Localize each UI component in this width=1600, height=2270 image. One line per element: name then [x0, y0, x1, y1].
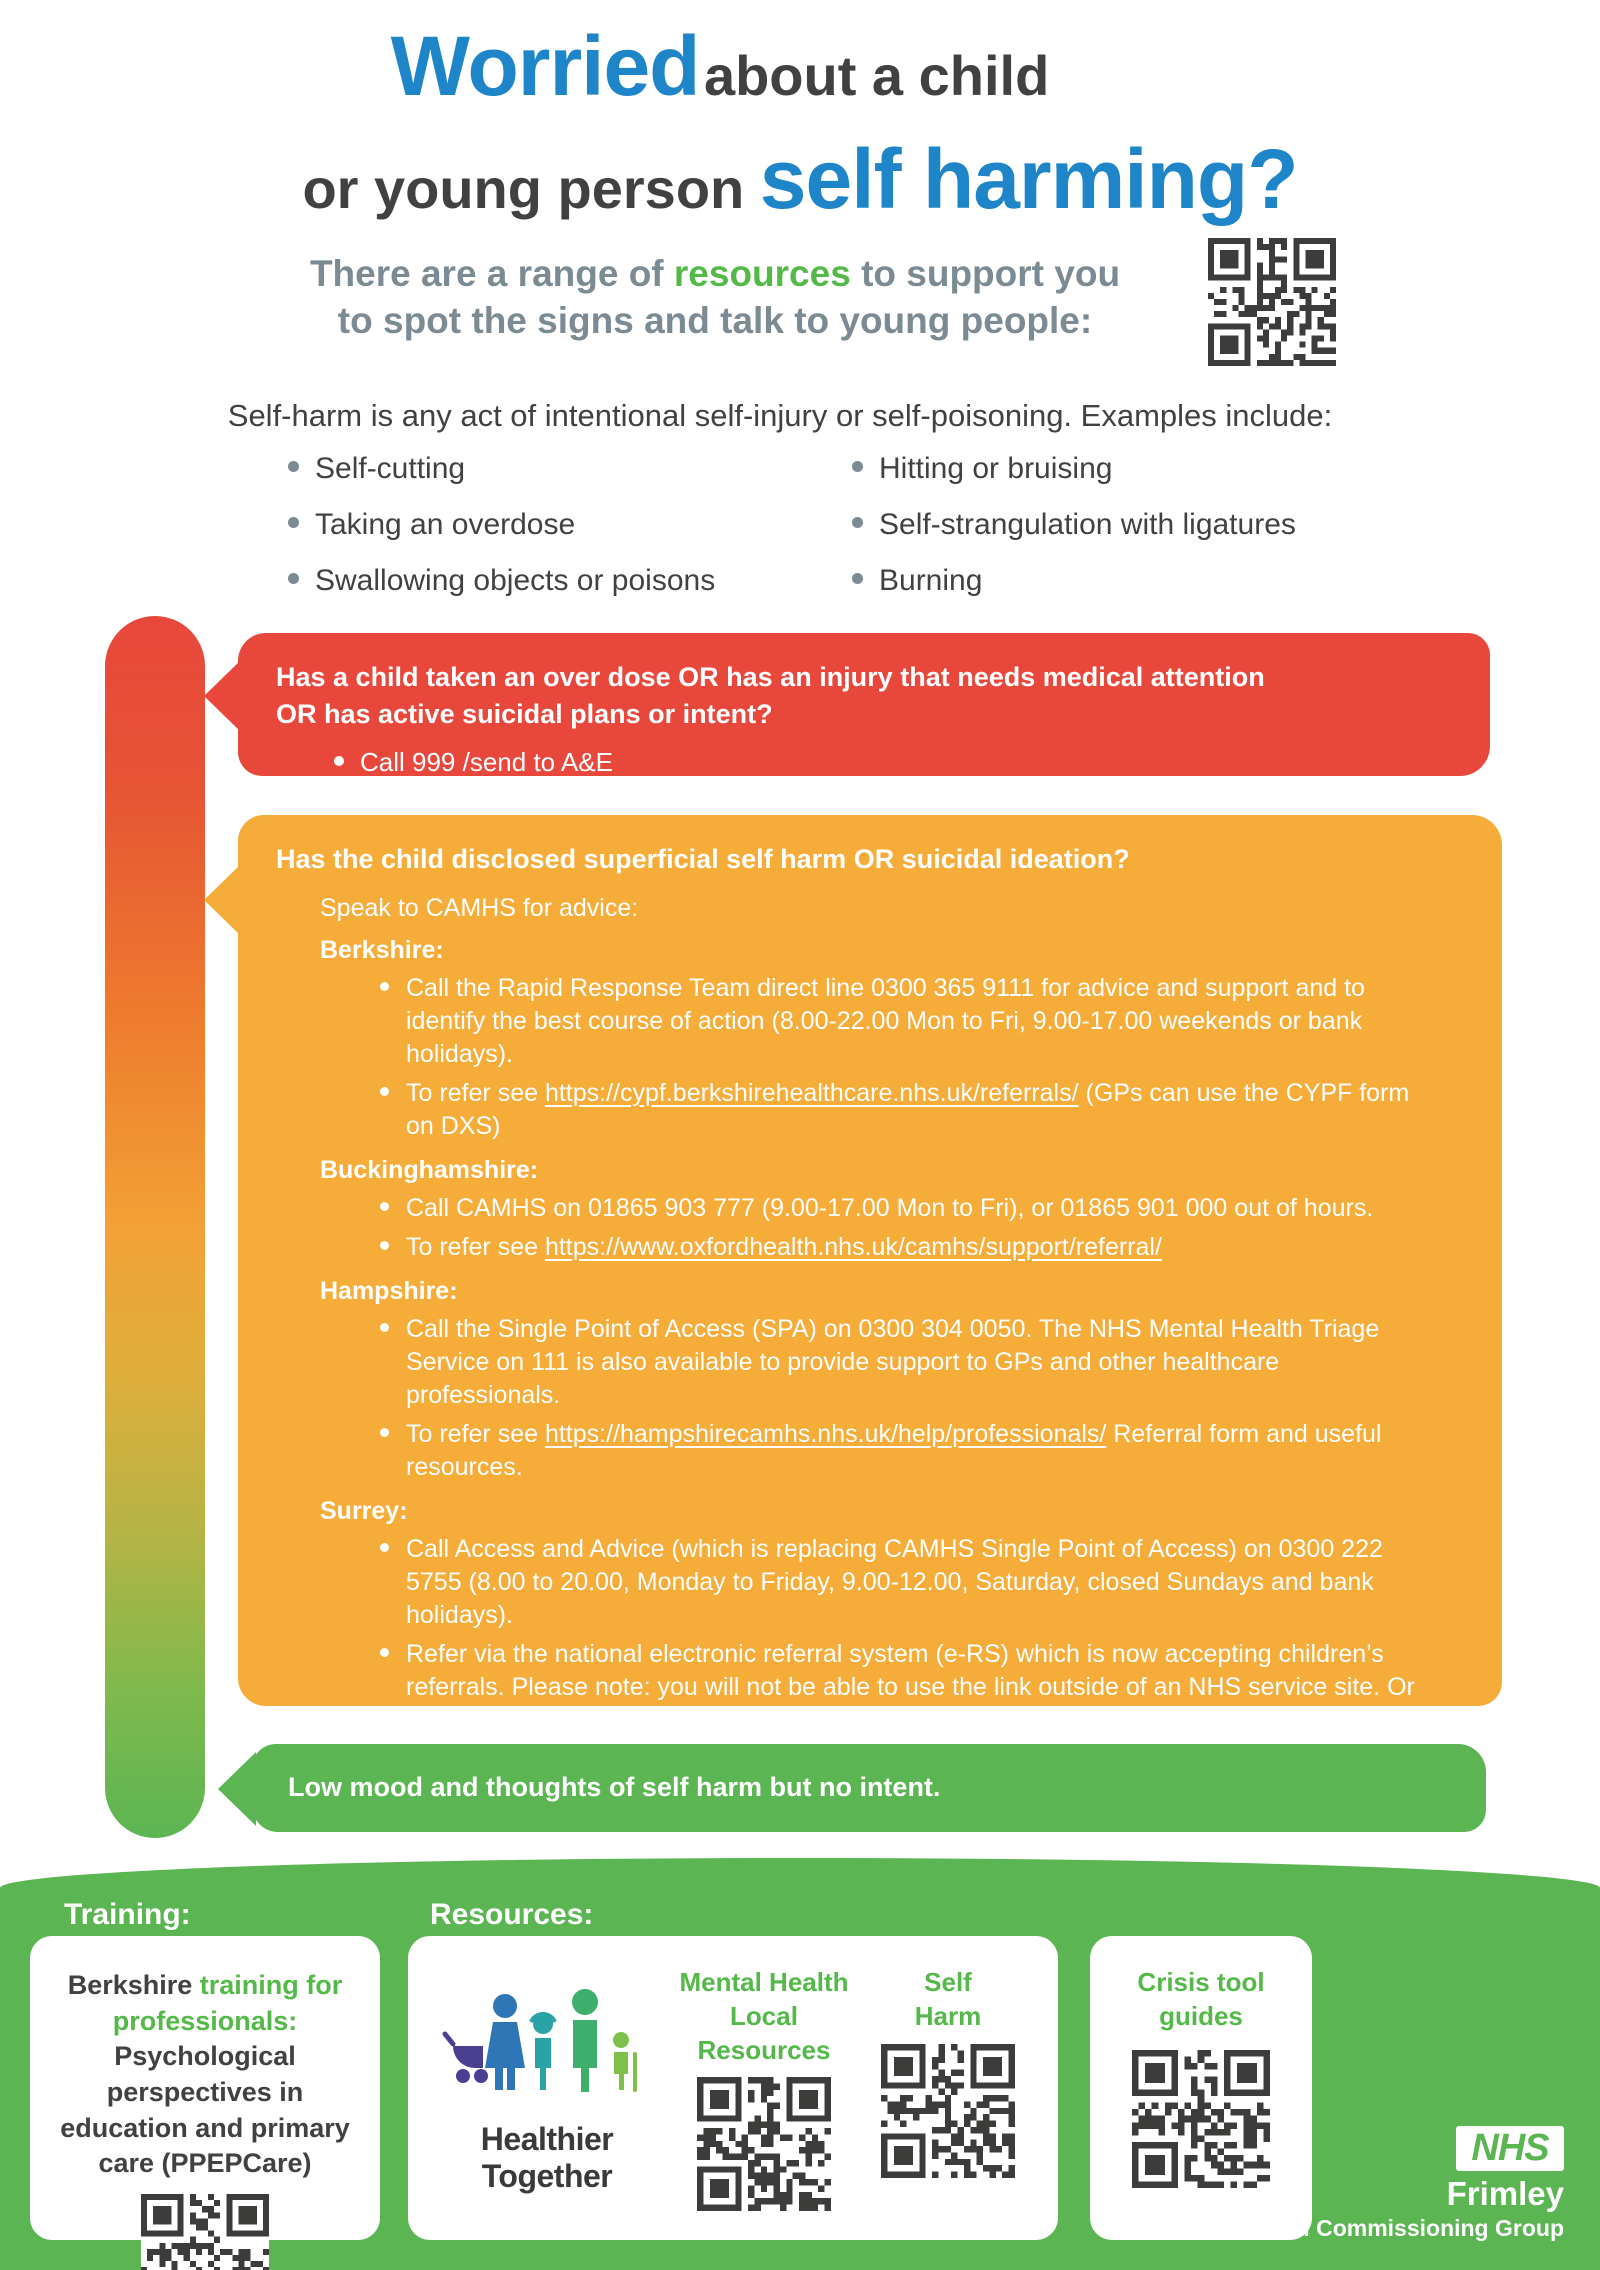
examples-list-right — [852, 452, 1296, 620]
bullet-dot — [288, 573, 299, 584]
qr-code-mental-health — [697, 2077, 831, 2211]
training-label: Training: — [64, 1898, 191, 1931]
qr-code-training — [141, 2194, 269, 2270]
label-line: Mental Health — [679, 1967, 849, 1997]
text-segment: using Google Chrome. — [778, 1706, 1036, 1734]
green-text-segment: training for professionals: — [112, 1970, 343, 2036]
text-segment: Call CAMHS on 01865 903 777 (9.00-17.00 Mon to Fri), or 01865 901 000 out of hours. — [406, 1194, 1374, 1222]
county-bullet — [380, 1638, 1450, 1737]
referral-link[interactable]: https://hampshirecamhs.nhs.uk/help/professionals/ — [544, 1420, 1107, 1448]
green-lowrisk-box — [252, 1744, 1486, 1832]
county-bullet — [380, 972, 1450, 1071]
bullet-dot — [380, 1428, 389, 1437]
county-bullet-text — [406, 972, 1436, 1071]
nhs-branding — [1228, 2126, 1564, 2242]
bullet-dot — [852, 573, 863, 584]
intro-text: Self-harm is any act of intentional self-injury or self-poisoning. Examples include: — [227, 398, 1333, 433]
example-item-label: Self-cutting — [315, 452, 466, 485]
example-item — [288, 564, 715, 598]
example-item — [852, 564, 1296, 598]
text-segment: (GPs can use the CYPF form on DXS) — [406, 1079, 1410, 1140]
county-bullet-list — [380, 1313, 1464, 1484]
red-box-tail — [204, 659, 242, 733]
amber-box-tail — [204, 863, 242, 937]
text-segment: Call Access and Advice (which is replacing CAMHS Single Point of Access) on 0300 222 5755 (8.00 to 20.00, Monday to Friday, 9.00-12.00, Saturday, closed Sundays and bank holidays). — [406, 1535, 1383, 1629]
red-box-heading-line1: Has a child taken an over dose OR has an injury that needs medical attention — [276, 662, 1265, 692]
text-segment: Psychological perspectives in education and primary care (PPEPCare) — [60, 2041, 350, 2179]
qr-code-resources-top — [1208, 238, 1336, 366]
healthier-together-block — [422, 1954, 672, 2240]
text-segment: To refer see — [406, 1420, 545, 1448]
amber-county-sections — [276, 936, 1464, 1737]
title-word-worried: Worried — [390, 19, 700, 113]
text-segment: To refer see — [406, 1233, 545, 1261]
bullet-dot — [288, 461, 299, 472]
nhs-region: Frimley — [1446, 2175, 1564, 2212]
bullet-dot — [380, 1543, 389, 1552]
example-item-label: Burning — [879, 564, 983, 597]
nhs-org: Clinical Commissioning Group — [1227, 2215, 1564, 2241]
text-segment: To refer see — [406, 1079, 545, 1107]
nhs-logo-text: NHS — [1471, 2127, 1549, 2169]
healthier-together-name: Healthier Together — [480, 2121, 614, 2194]
county-bullet-text — [406, 1231, 1162, 1264]
bullet-dot — [852, 517, 863, 528]
healthier-together-logo — [439, 2099, 655, 2116]
label-line: Local Resources — [697, 2000, 831, 2065]
referral-link[interactable]: https://www.oxfordhealth.nhs.uk/camhs/support/referral/ — [544, 1233, 1162, 1261]
label-line: guides — [1159, 2000, 1243, 2031]
amber-advice-box — [238, 815, 1502, 1734]
bullet-dot — [380, 1202, 389, 1211]
county-bullet-text — [406, 1533, 1436, 1632]
bullet-dot — [380, 982, 389, 991]
county-bullet-list — [380, 1533, 1464, 1737]
title-word-selfharming: self harming? — [759, 132, 1298, 226]
county-heading: Berkshire: — [320, 936, 444, 964]
red-box-bullet-text: Call 999 /send to A&E — [360, 746, 613, 777]
county-bullet — [380, 1418, 1450, 1484]
county-heading: Hampshire: — [320, 1277, 458, 1305]
self-harm-qr-column — [856, 1954, 1040, 2240]
amber-box-intro: Speak to CAMHS for advice: — [320, 894, 639, 922]
bullet-dot — [380, 1241, 389, 1250]
bullet-dot — [288, 517, 299, 528]
example-item — [288, 452, 715, 486]
label-line: Harm — [914, 2000, 982, 2031]
county-heading: Buckinghamshire: — [320, 1156, 539, 1184]
training-card — [30, 1936, 380, 2240]
example-item-label: Taking an overdose — [315, 508, 576, 541]
county-bullet — [380, 1533, 1450, 1632]
text-segment: Call the Single Point of Access (SPA) on 0300 304 0050. The NHS Mental Health Triage Service on 111 is also available to provide support to GPs and other healthcare professionals. — [406, 1315, 1380, 1409]
county-heading: Surrey: — [320, 1497, 408, 1525]
county-bullet-list — [380, 1192, 1464, 1264]
example-item-label: Self-strangulation with ligatures — [879, 508, 1296, 541]
amber-box-heading: Has the child disclosed superficial self harm OR suicidal ideation? — [276, 844, 1130, 874]
referral-link[interactable]: https://cypf.berkshirehealthcare.nhs.uk/referrals/ — [544, 1079, 1079, 1107]
crisis-tool-label — [1090, 1966, 1312, 2034]
county-bullet — [380, 1313, 1450, 1412]
severity-gradient-bar — [105, 616, 205, 1838]
text-segment: Refer via the national electronic referral system (e-RS) which is now accepting children’s referrals. Please note: you will not be able to use the link outside of an NHS service site. Or visit the secure — [406, 1640, 1415, 1734]
green-box-text: Low mood and thoughts of self harm but no intent. — [288, 1772, 941, 1803]
red-box-heading-line2: OR has active suicidal plans or intent? — [276, 699, 773, 730]
mental-health-qr-column — [672, 1954, 856, 2240]
subtitle-resources-word: resources — [673, 253, 851, 294]
page-title — [0, 19, 1600, 248]
footer-band — [0, 1858, 1600, 2270]
example-item-label: Hitting or bruising — [879, 452, 1113, 485]
county-bullet — [380, 1231, 1450, 1264]
example-item — [288, 508, 715, 542]
subtitle-post: to support you — [850, 253, 1121, 294]
red-box-bullet — [334, 747, 1452, 778]
self-harm-label — [856, 1966, 1040, 2034]
red-emergency-box — [238, 633, 1490, 776]
subtitle-line2: to spot the signs and talk to young people: — [337, 300, 1093, 342]
title-line1-dark: about a child — [703, 44, 1050, 107]
county-bullet — [380, 1192, 1450, 1225]
subtitle — [230, 250, 1200, 345]
example-item-label: Swallowing objects or poisons — [315, 564, 716, 597]
county-bullet-text — [406, 1638, 1436, 1737]
bullet-dot — [380, 1087, 389, 1096]
nhs-logo — [1456, 2126, 1564, 2171]
training-card-text — [50, 1968, 360, 2182]
bullet-dot — [334, 756, 344, 766]
text-segment: Referral form and useful resources. — [406, 1420, 1382, 1481]
county-bullet — [380, 1077, 1450, 1143]
resources-card — [408, 1936, 1058, 2240]
mental-health-label — [672, 1966, 856, 2067]
county-bullet-text — [406, 1418, 1436, 1484]
label-line: Crisis tool — [1137, 1967, 1265, 1997]
bullet-dot — [380, 1323, 389, 1332]
example-item — [852, 508, 1296, 542]
resources-label: Resources: — [430, 1898, 594, 1931]
subtitle-pre: There are a range of — [309, 253, 674, 294]
examples-list-left — [288, 452, 715, 620]
county-bullet-text — [406, 1077, 1436, 1143]
green-box-tail — [218, 1752, 256, 1826]
county-bullet-list — [380, 972, 1464, 1143]
text-segment: Berkshire — [67, 1970, 200, 2000]
bullet-dot — [852, 461, 863, 472]
text-segment: Call the Rapid Response Team direct line 0300 365 9111 for advice and support and to identify the best course of action (8.00-22.00 Mon to Fri, 9.00-17.00 weekends or bank holidays). — [406, 974, 1365, 1068]
qr-code-self-harm — [881, 2044, 1015, 2178]
county-bullet-text — [406, 1192, 1373, 1225]
example-item — [852, 452, 1296, 486]
title-line2-dark: or young person — [302, 157, 760, 220]
bullet-dot — [380, 1648, 389, 1657]
red-box-heading — [276, 659, 1452, 734]
referral-link[interactable]: Riviam web portal — [579, 1706, 779, 1734]
label-line: Self — [924, 1967, 972, 1997]
county-bullet-text — [406, 1313, 1436, 1412]
